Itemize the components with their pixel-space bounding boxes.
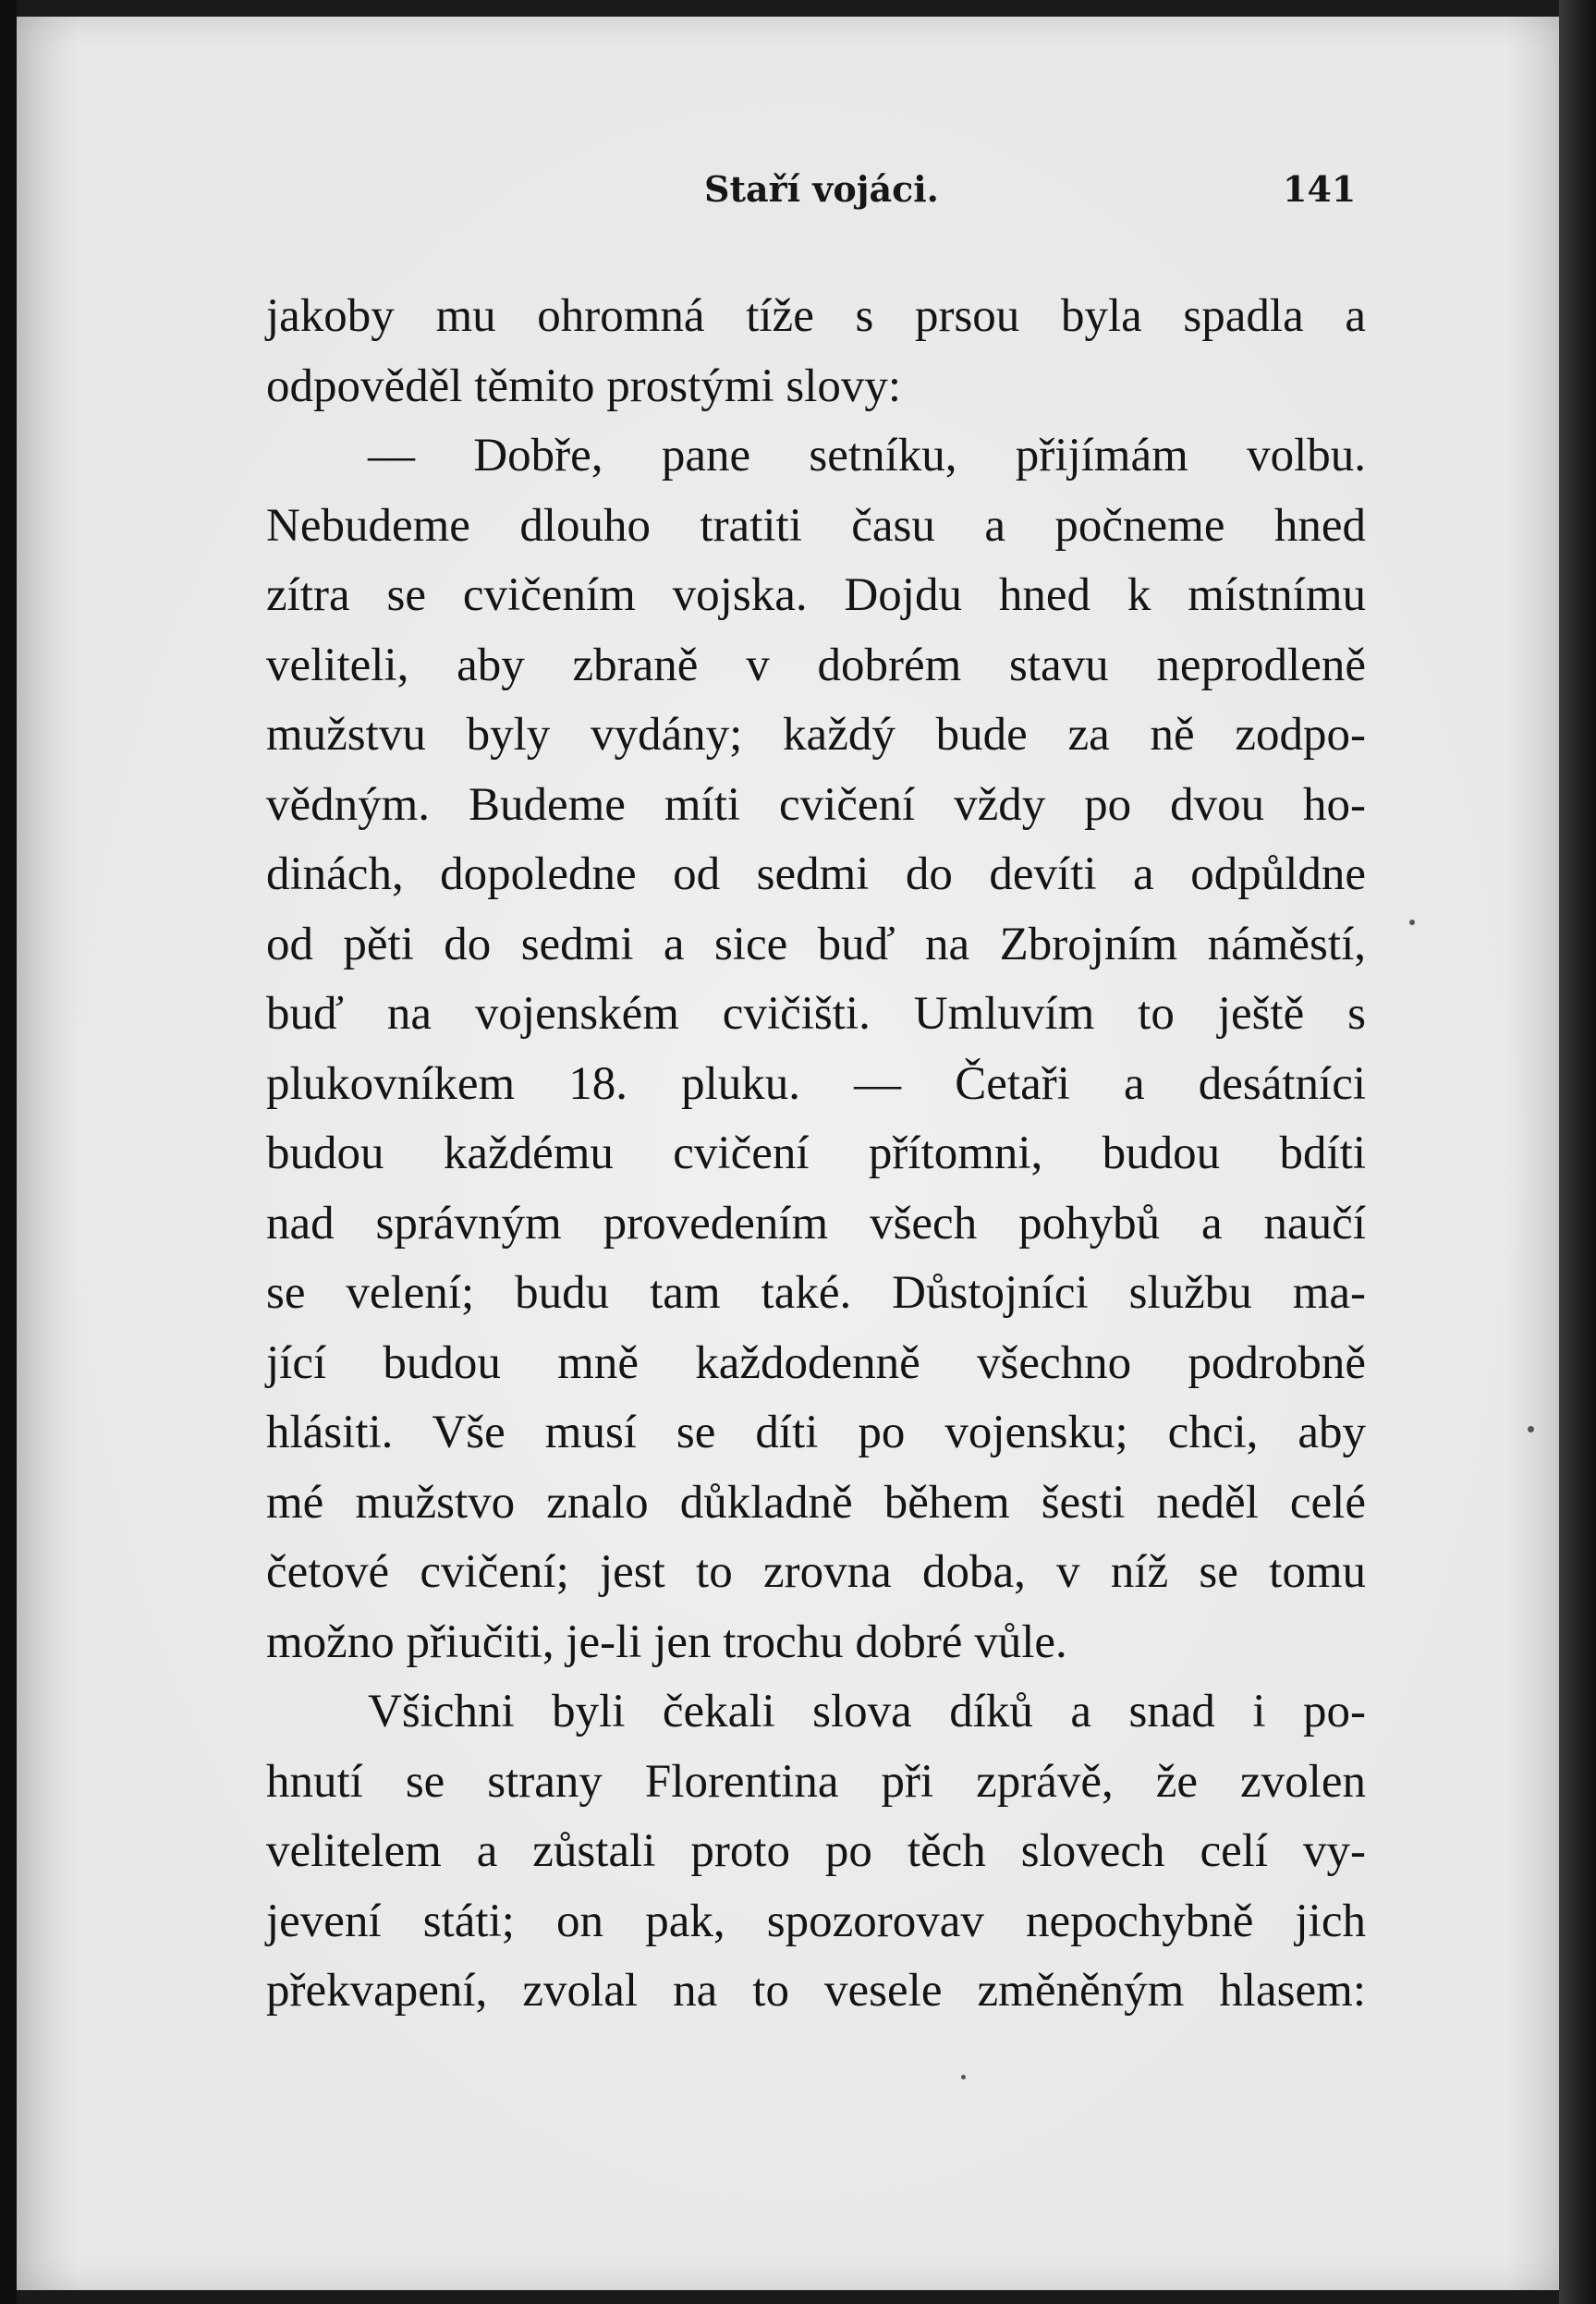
- text-line: možno přiučiti, je-li jen trochu dobré vůle.: [266, 1615, 1067, 1668]
- text-line: odpověděl těmito prostými slovy:: [266, 360, 902, 412]
- text-line: překvapení, zvolal na to vesele změněným hlasem:: [266, 1965, 1366, 2017]
- text-line: Všichni byli čekali slova díků a snad i po-: [368, 1686, 1366, 1737]
- scan-speck: [961, 2075, 966, 2079]
- text-line: mé mužstvo znalo důkladně během šesti neděl celé: [266, 1476, 1366, 1529]
- text-line: hlásiti. Vše musí se díti po vojensku; chci, aby: [266, 1407, 1366, 1458]
- text-line: dinách, dopoledne od sedmi do devíti a odpůldne: [266, 848, 1366, 900]
- text-line: Nebudeme dlouho tratiti času a počneme hned: [266, 499, 1366, 552]
- text-line: plukovníkem 18. pluku. — Četaři a desátníci: [266, 1057, 1366, 1110]
- body-text: [266, 282, 1366, 2027]
- text-line: — Dobře, pane setníku, přijímám volbu.: [368, 430, 1366, 482]
- text-line: nad správným provedením všech pohybů a naučí: [266, 1197, 1366, 1250]
- text-line: velitelem a zůstali proto po těch slovech celí vy-: [266, 1825, 1366, 1877]
- text-line: četové cvičení; jest to zrovna doba, v níž se tomu: [266, 1546, 1366, 1598]
- text-line: budou každému cvičení přítomni, budou bdíti: [266, 1128, 1366, 1179]
- scan-speck: [1528, 1426, 1534, 1432]
- text-line: jakoby mu ohromná tíže s prsou byla spadla a: [266, 290, 1366, 342]
- text-line: se velení; budu tam také. Důstojníci službu ma-: [266, 1267, 1366, 1319]
- text-line: hnutí se strany Florentina při zprávě, že zvolen: [266, 1755, 1366, 1808]
- page-header: [0, 168, 1596, 224]
- page-number: 141: [1283, 168, 1357, 210]
- running-title: Staří vojáci.: [704, 168, 939, 210]
- text-line: zítra se cvičením vojska. Dojdu hned k místnímu: [266, 569, 1366, 621]
- scan-speck: [1409, 920, 1415, 925]
- scan-right-edge: [1559, 0, 1596, 2304]
- text-line: vědným. Budeme míti cvičení vždy po dvou ho-: [266, 778, 1366, 831]
- text-line: buď na vojenském cvičišti. Umluvím to ještě s: [266, 988, 1366, 1040]
- text-line: od pěti do sedmi a sice buď na Zbrojním náměstí,: [266, 918, 1366, 970]
- text-line: jevení státi; on pak, spozorovav nepochybně jich: [266, 1895, 1366, 1947]
- text-line: veliteli, aby zbraně v dobrém stavu neprodleně: [266, 639, 1366, 691]
- scan-left-edge: [0, 0, 17, 2304]
- text-line: mužstvu byly vydány; každý bude za ně zodpo-: [266, 709, 1366, 761]
- text-line: jící budou mně každodenně všechno podrobně: [266, 1336, 1366, 1389]
